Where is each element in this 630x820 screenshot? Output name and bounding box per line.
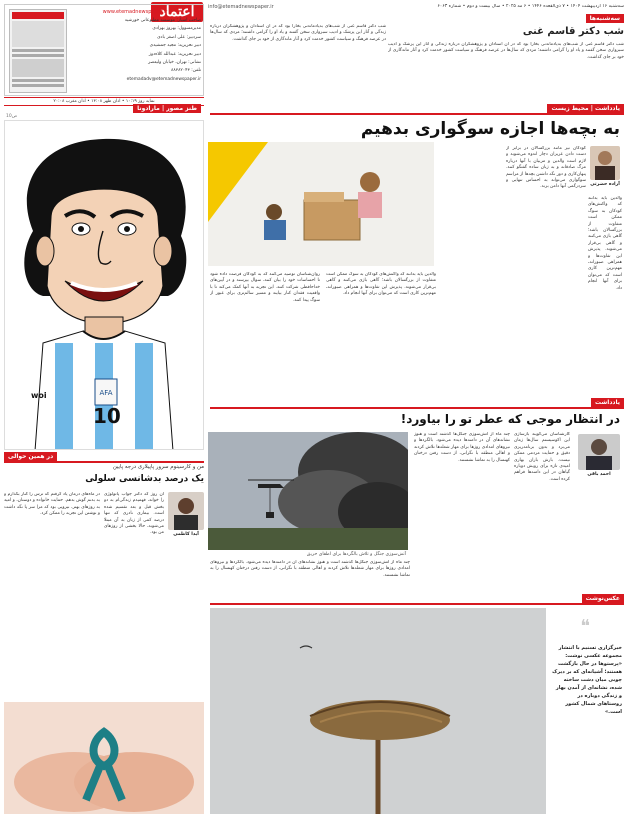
credit-line: etemadadv@etemadnewspaper.ir bbox=[126, 76, 201, 82]
credit-line: دبیر تحریریه: عبدالله کلاه‌دوز bbox=[148, 51, 201, 57]
main-article-col-0: والدین باید بدانند که واکنش‌های کودکان به سوگ ممکن است متفاوت از بزرگسالان باشد؛ گاهی بازی می‌کنند و گاهی بی‌قرار می‌شوند. پذیرش این تفاوت‌ها و همراهی صبورانه، مهم‌ترین کاری است که می‌توان برای آنها انجام داد. bbox=[588, 196, 622, 291]
top-column-body: شب دکتر قاسم غنی از شب‌های به‌یادماندنی بخارا بود که در آن استادان و پژوهشگران درباره زندگی و آثار این پزشک و ادیب سبزواری سخن گفتند و یاد او را گرامی داشتند؛ مردی که سال‌ها در عرصه فرهنگ و سیاست کشور خدمت کرد و آثار ماندگاری از خود بر جای گذاشت. bbox=[388, 42, 624, 60]
second-article-rule bbox=[210, 407, 624, 409]
credit-line: نشانی: تهران، خیابان ولیعصر bbox=[148, 60, 201, 66]
main-article-section: یادداشت | محیط زیست bbox=[547, 104, 624, 113]
credit-line: دبیر تحریریه: مجید جمشیدی bbox=[149, 43, 201, 49]
awareness-ribbon-photo[interactable] bbox=[4, 702, 204, 814]
side-author-portrait-icon bbox=[168, 492, 204, 530]
bird-nest-photo[interactable] bbox=[210, 608, 546, 814]
second-article-col-1: چند ماه‌ از آتش‌سوزی جنگل‌ها گذشته است و هنوز نشانه‌های آن در دامنه‌ها دیده می‌شود. بالگردها و نیروهای امدادی روزها برای مهار شعله‌ها تلاش کردند و اهالی منطقه با نگرانی، از دست رفتن درختان کهنسال را به تماشا نشستند. bbox=[414, 432, 510, 463]
mid-top-body: شب دکتر قاسم غنی از شب‌های به‌یادماندنی بخارا بود که در آن استادان و پژوهشگران درباره زندگی و آثار این پزشک و ادیب سبزواری سخن گفتند و یاد او را گرامی داشتند؛ مردی که سال‌ها در عرصه فرهنگ و سیاست کشور خدمت کرد و آثار ماندگاری از خود بر جای گذاشت. bbox=[210, 24, 386, 42]
second-article-col-2: کارشناسان می‌گویند بازسازی این اکوسیستم سال‌ها زمان می‌برد و بدون برنامه‌ریزی دقیق و حمایت مردمی ممکن نیست. بارش باران بهاری امیدی تازه برای رویش دوباره گیاهان در این دامنه‌ها فراهم کرده است. bbox=[514, 432, 570, 482]
credits-list bbox=[71, 17, 201, 84]
wildfire-helicopter-photo[interactable] bbox=[208, 432, 408, 550]
credit-line: مدیرمسوول: بهروز بهزادی bbox=[152, 26, 201, 32]
credit-line: صاحب امتیاز: موسسه مطبوعاتی خورشید bbox=[124, 18, 201, 23]
top-column bbox=[386, 14, 624, 114]
author-portrait-icon bbox=[590, 146, 620, 180]
svg-text:AFA: AFA bbox=[99, 389, 113, 397]
top-column-label: سه‌شنبه‌ها bbox=[586, 14, 624, 23]
photo-feature-rule bbox=[210, 603, 624, 605]
cartoon-section-label: طنز مصور | مارادونا bbox=[133, 104, 201, 113]
photo-feature-caption: خبرگزاری تسنیم با انتشار مجموعه عکسی نوشت: «پرستوها در حال بازگشت هستند؛ آشیانه‌ای که بر دیرک چوبی میان دشت ساخته شده، نشانه‌ای از آمدن بهار و زندگی دوباره در روستاهای شمال کشور است.» bbox=[552, 645, 622, 715]
side-article-kicker: من و کارسینوم سرور پاپیلاری درجه پایین bbox=[112, 464, 204, 470]
side-article-rule bbox=[4, 461, 204, 463]
maradona-cartoon[interactable] bbox=[4, 120, 204, 450]
main-article-col-3: والدین باید بدانند که واکنش‌های کودکان به سوگ ممکن است متفاوت از بزرگسالان باشد؛ گاهی بازی می‌کنند و گاهی بی‌قرار می‌شوند. پذیرش این تفاوت‌ها و همراهی صبورانه، مهم‌ترین کاری است که می‌توان برای آنها انجام داد. bbox=[326, 272, 436, 297]
main-article-col-1: کودکان نیز مانند بزرگسالان در برابر از دست دادن عزیزان دچار اندوه می‌شوند و لازم است والدین و مربیان با آنها درباره مرگ صادقانه و به زبان ساده گفتگو کنند. پنهان‌کاری و دور نگه داشتن بچه‌ها از مراسم سوگواری می‌تواند به احساس تنهایی و سردرگمی آنها دامن بزند. bbox=[506, 146, 586, 190]
side-article-col-2: در ماه‌های درمان یاد گرفتم که ترس را کنار بگذارم و به بدنم گوش بدهم. حمایت خانواده و دوستان، و امید به روزهای بهتر، نیرویی بود که مرا سر پا نگه داشت و نوشتن این تجربه را ممکن کرد. bbox=[4, 492, 100, 517]
ribbon-hands-illustration bbox=[4, 702, 204, 814]
masthead-date-line: سه‌شنبه ۱۶ اردیبهشت ۱۴۰۴ • ۷ ذی‌القعده ۱۴۴۶ • ۶ مه ۲۰۲۵ • سال بیست و دوم • شماره ۶۰۶۳ bbox=[437, 4, 624, 9]
side-author-photo[interactable] bbox=[168, 492, 204, 530]
side-author-name: آیدا کاظمی bbox=[173, 532, 199, 537]
jersey-number: 10 bbox=[93, 404, 121, 428]
wildfire-caption: آتش‌سوزی جنگل و تلاش بالگردها برای اطفای حریق bbox=[306, 552, 406, 557]
prayer-times-strip: نمایه روز ۱۰:۱۹ • اذان ظهر ۱۳:۰۸ • اذان مغرب ۲۰:۰۸ bbox=[4, 97, 204, 106]
children-playing-photo[interactable] bbox=[208, 142, 434, 266]
second-article-col-3: چند ماه‌ از آتش‌سوزی جنگل‌ها گذشته است و هنوز نشانه‌های آن در دامنه‌ها دیده می‌شود. بالگردها و نیروهای امدادی روزها برای مهار شعله‌ها تلاش کردند و اهالی منطقه با نگرانی، از دست رفتن درختان کهنسال را به تماشا نشستند. bbox=[210, 560, 410, 578]
masthead-logo: اعتماد bbox=[151, 2, 203, 22]
nest-photo-illustration bbox=[210, 608, 546, 814]
side-article-headline[interactable]: یک درصد بدشانسی سلولی bbox=[85, 474, 204, 484]
site-url[interactable]: www.etemadnewspaper.ir bbox=[102, 9, 168, 15]
cartoon-credit: ص10 bbox=[6, 114, 18, 119]
left-info-box bbox=[4, 4, 204, 96]
cartoon-signature: woi bbox=[31, 391, 47, 400]
main-article-rule bbox=[210, 113, 624, 115]
main-author-name: آزاده حضرتی bbox=[590, 182, 620, 187]
second-author-photo[interactable] bbox=[578, 434, 620, 470]
photo-feature-section: عکس‌نوشت bbox=[582, 594, 624, 603]
side-article-section: در همین حوالی bbox=[4, 452, 57, 461]
front-page-thumbnail[interactable] bbox=[9, 9, 67, 93]
main-article-headline[interactable]: به بچه‌ها اجازه سوگواری بدهیم bbox=[360, 119, 620, 139]
side-article-col-1: آن روز که دکتر جواب پاتولوژی را خواند، فهمیدم زندگی‌ام به دو بخش قبل و بعد تقسیم شده است. بیماری نادری که تنها درصد کمی از زنان به آن مبتلا می‌شوند، حالا بخشی از روزهای من بود. bbox=[104, 492, 164, 536]
second-author-portrait-icon bbox=[578, 434, 620, 470]
second-article-section: یادداشت bbox=[591, 398, 624, 407]
credit-line: تلفن: ۸۸۳۸۲۰۴۳ bbox=[171, 68, 201, 74]
credit-line: سردبیر: علی اصغر بادی bbox=[157, 34, 201, 40]
photo-feature-quote-icon: ❝ bbox=[580, 616, 590, 637]
wildfire-photo-illustration bbox=[208, 432, 408, 550]
main-article-col-2: روان‌شناسان توصیه می‌کنند که به کودکان فرصت داده شود تا احساسات خود را بیان کنند، سوال بپرسند و در آیین‌های خداحافظی شرکت کنند. این تجربه به آنها کمک می‌کند تا با واقعیت فقدان کنار بیایند و مسیر سالم‌تری برای عبور از سوگ پیدا کنند. bbox=[210, 272, 320, 303]
cartoon-illustration bbox=[4, 121, 203, 450]
author-photo[interactable] bbox=[590, 146, 620, 180]
masthead-email[interactable]: info@etemadnewspaper.ir bbox=[208, 4, 274, 10]
second-article-headline[interactable]: در انتظار موجی که عطر تو را بیاورد! bbox=[400, 412, 620, 426]
top-column-headline: شب دکتر قاسم غنی bbox=[522, 26, 624, 37]
second-author-name: احمد باقی bbox=[587, 472, 611, 477]
children-photo-illustration bbox=[208, 142, 434, 266]
